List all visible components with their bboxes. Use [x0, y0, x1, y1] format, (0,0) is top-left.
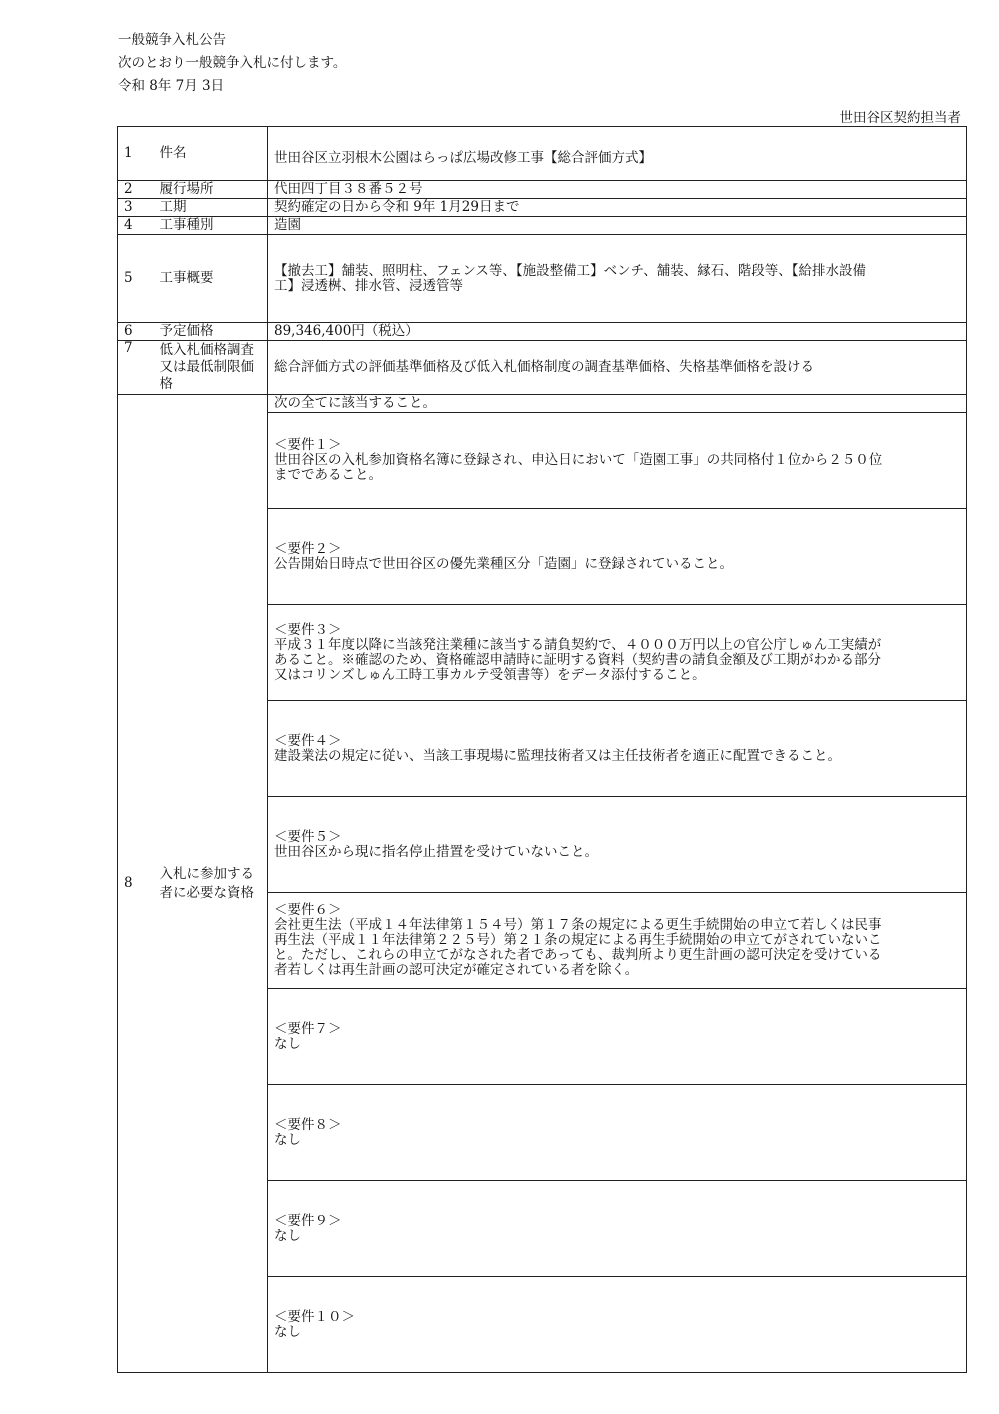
- requirement-text: 建設業法の規定に従い、当該工事現場に監理技術者又は主任技術者を適正に配置できること。: [274, 747, 841, 764]
- requirement-title: ＜要件６＞: [274, 902, 342, 918]
- requirement-title: ＜要件８＞: [274, 1116, 342, 1133]
- requirement-10: [268, 1277, 967, 1373]
- period-value: 契約確定の日から令和 9年 1月29日まで: [268, 199, 967, 217]
- row-label: 件名: [154, 127, 268, 181]
- row-qualification: [118, 395, 967, 413]
- row-label: 工期: [154, 199, 268, 217]
- issuer: 世田谷区契約担当者: [839, 110, 961, 126]
- requirement-title: ＜要件７＞: [274, 1020, 342, 1037]
- requirement-text: 公告開始日時点で世田谷区の優先業種区分「造園」に登録されていること。: [274, 555, 733, 572]
- row-label: 入札に参加する者に必要な資格: [154, 395, 268, 1373]
- requirement-text: 世田谷区の入札参加資格名簿に登録され、申込日において「造園工事」の共同格付１位から２５０位までであること。: [274, 452, 883, 483]
- requirement-text: なし: [274, 1227, 301, 1244]
- requirement-text: 会社更生法（平成１４年法律第１５４号）第１７条の規定による更生手続開始の申立て若しくは民事再生法（平成１１年法律第２２５号）第２１条の規定による再生手続開始の申立てがされていないこと。ただし、これらの申立てがなされた者であっても、裁判所より更生計画の認可決定を受けている者若しくは再生計画の認可決定が確定されている者を除く。: [274, 917, 882, 978]
- requirement-6: [268, 893, 967, 989]
- requirement-title: ＜要件２＞: [274, 540, 342, 557]
- requirement-4: [268, 701, 967, 797]
- row-label: 低入札価格調査又は最低制限価格: [154, 341, 268, 395]
- requirement-title: ＜要件４＞: [274, 732, 342, 749]
- requirement-title: ＜要件５＞: [274, 828, 342, 845]
- requirement-text: 世田谷区から現に指名停止措置を受けていないこと。: [274, 843, 598, 860]
- row-number: 3: [118, 199, 154, 217]
- price-value: 89,346,400円（税込）: [268, 323, 967, 341]
- requirement-5: [268, 797, 967, 893]
- notice-intro: 次のとおり一般競争入札に付します。: [118, 55, 347, 71]
- requirement-7: [268, 989, 967, 1085]
- notice-date: 令和 8年 7月 3日: [118, 78, 225, 94]
- row-period: [118, 199, 967, 217]
- row-number: 6: [118, 323, 154, 341]
- type-value: 造園: [268, 217, 967, 235]
- requirement-text: 平成３１年度以降に当該発注業種に該当する請負契約で、４０００万円以上の官公庁しゅん工実績があること。※確認のため、資格確認申請時に証明する資料（契約書の請負金額及び工期がわかる部分又はコリンズしゅん工時工事カルテ受領書等）をデータ添付すること。: [274, 636, 882, 683]
- row-type: [118, 217, 967, 235]
- row-label: 工事種別: [154, 217, 268, 235]
- row-price: [118, 323, 967, 341]
- requirement-title: ＜要件１０＞: [274, 1308, 355, 1325]
- row-number: 5: [118, 235, 154, 323]
- requirement-title: ＜要件１＞: [274, 437, 342, 453]
- requirement-text: なし: [274, 1323, 301, 1340]
- row-low-bid: [118, 341, 967, 395]
- row-number: 8: [118, 395, 154, 1373]
- row-label: 履行場所: [154, 181, 268, 199]
- requirement-text: なし: [274, 1131, 301, 1148]
- requirement-title: ＜要件３＞: [274, 621, 342, 638]
- row-number: 4: [118, 217, 154, 235]
- qualification-intro: 次の全てに該当すること。: [268, 395, 967, 413]
- requirement-2: [268, 509, 967, 605]
- requirement-title: ＜要件９＞: [274, 1212, 342, 1229]
- row-location: [118, 181, 967, 199]
- row-overview: [118, 235, 967, 323]
- overview-value: 【撤去工】舗装、照明柱、フェンス等、【施設整備工】ベンチ、舗装、縁石、階段等、【給排水設備工】浸透桝、排水管、浸透管等: [268, 235, 967, 323]
- row-number: 2: [118, 181, 154, 199]
- subject-value: 世田谷区立羽根木公園はらっぱ広場改修工事【総合評価方式】: [268, 127, 967, 181]
- row-label: 予定価格: [154, 323, 268, 341]
- notice-table: [117, 126, 967, 1373]
- row-number: 1: [118, 127, 154, 181]
- notice-title: 一般競争入札公告: [118, 32, 226, 48]
- requirement-text: なし: [274, 1035, 301, 1052]
- requirement-8: [268, 1085, 967, 1181]
- location-value: 代田四丁目３８番５２号: [268, 181, 967, 199]
- requirement-3: [268, 605, 967, 701]
- low-bid-value: 総合評価方式の評価基準価格及び低入札価格制度の調査基準価格、失格基準価格を設ける: [268, 341, 967, 395]
- row-number: 7: [118, 341, 154, 395]
- requirement-1: [268, 413, 967, 509]
- row-label: 工事概要: [154, 235, 268, 323]
- requirement-9: [268, 1181, 967, 1277]
- row-subject: [118, 127, 967, 181]
